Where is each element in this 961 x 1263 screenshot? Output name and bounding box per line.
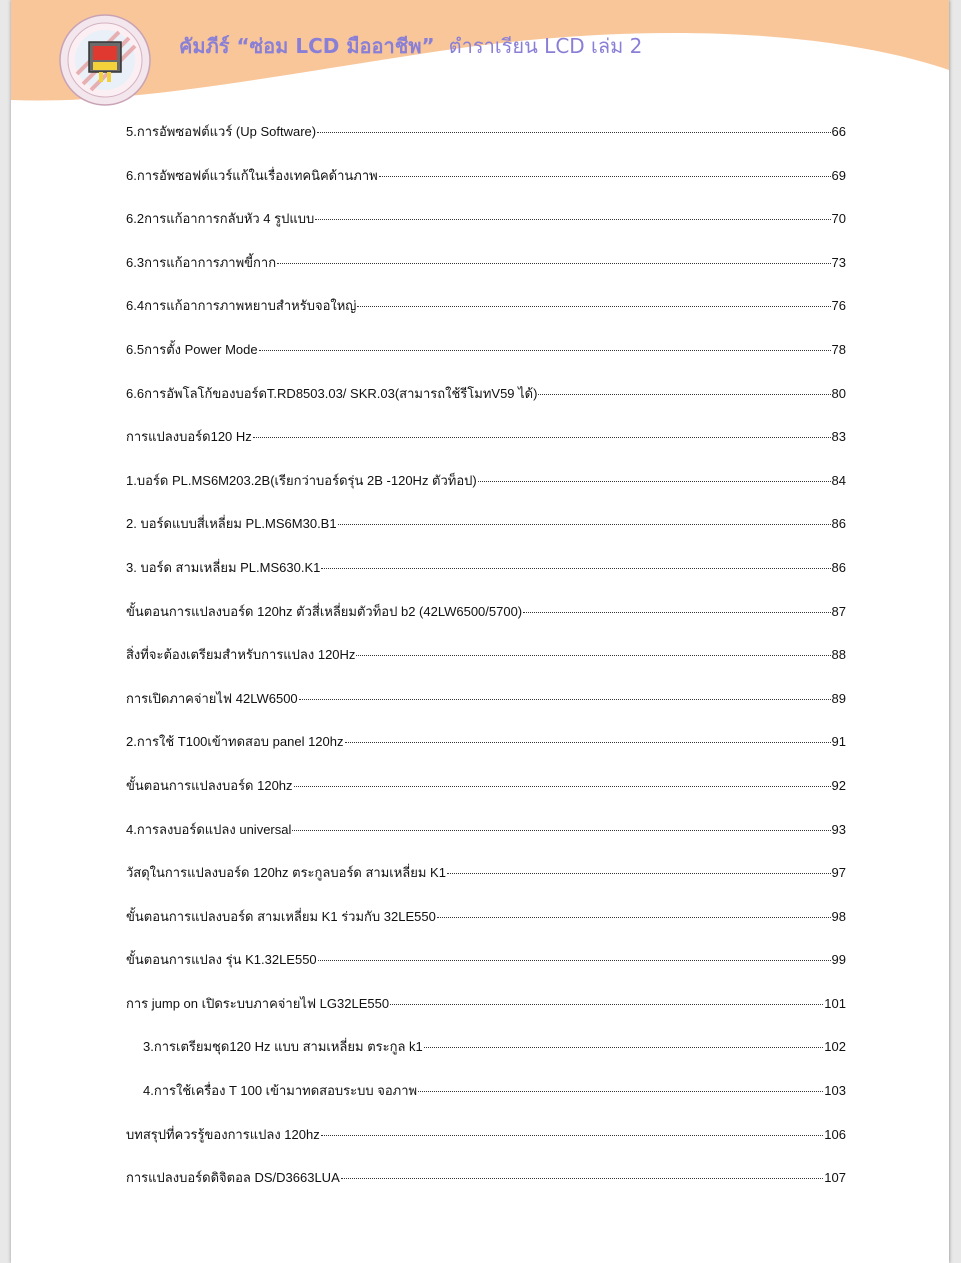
toc-entry[interactable]: [126, 295, 846, 339]
toc-entry-page-number: 66: [831, 124, 846, 139]
toc-entry[interactable]: [126, 339, 846, 383]
toc-dot-leader: [345, 742, 831, 743]
toc-entry[interactable]: [126, 557, 846, 601]
toc-dot-leader: [292, 830, 830, 831]
toc-dot-leader: [418, 1091, 823, 1092]
toc-entry-page-number: 88: [831, 647, 846, 663]
toc-entry[interactable]: [126, 121, 846, 165]
toc-dot-leader: [253, 437, 831, 438]
toc-entry[interactable]: [126, 862, 846, 906]
toc-entry-page-number: 101: [824, 995, 846, 1011]
toc-entry-page-number: 80: [831, 385, 846, 401]
toc-dot-leader: [437, 917, 831, 918]
toc-dot-leader: [321, 1135, 824, 1136]
toc-entry[interactable]: [126, 949, 846, 993]
toc-entry-title: 3. บอร์ด สามเหลี่ยม PL.MS630.K1: [126, 559, 321, 575]
book-subtitle: ตำราเรียน LCD เล่ม 2: [448, 34, 643, 58]
toc-entry-title: 6.3การแก้อาการภาพขี้กาก: [126, 254, 277, 270]
toc-entry[interactable]: [126, 688, 846, 732]
school-seal-logo-icon: [59, 14, 151, 106]
toc-entry[interactable]: [126, 208, 846, 252]
toc-entry[interactable]: [126, 1080, 846, 1124]
toc-dot-leader: [538, 394, 830, 395]
toc-entry[interactable]: [126, 731, 846, 775]
toc-entry[interactable]: [126, 1036, 846, 1080]
toc-dot-leader: [259, 350, 831, 351]
toc-entry[interactable]: [126, 906, 846, 950]
toc-entry-title: สิ่งที่จะต้องเตรียมสำหรับการแปลง 120Hz: [126, 647, 356, 663]
toc-entry-title: 1.บอร์ด PL.MS6M203.2B(เรียกว่าบอร์ดรุ่น 2B -120Hz ตัวท็อป): [126, 472, 477, 488]
toc-entry[interactable]: [126, 513, 846, 557]
toc-entry-title: 2. บอร์ดแบบสี่เหลี่ยม PL.MS6M30.B1: [126, 516, 337, 532]
toc-dot-leader: [317, 132, 830, 133]
toc-dot-leader: [357, 306, 830, 307]
toc-dot-leader: [478, 481, 831, 482]
toc-entry-page-number: 92: [831, 777, 846, 793]
toc-entry-page-number: 103: [824, 1083, 846, 1099]
toc-entry-page-number: 87: [831, 603, 846, 619]
toc-entry-title: การ jump on เปิดระบบภาคจ่ายไฟ LG32LE550: [126, 995, 390, 1011]
toc-entry-title: 5.การอัพซอฟต์แวร์ (Up Software): [126, 124, 317, 139]
table-of-contents: [126, 121, 846, 1211]
toc-entry-title: 2.การใช้ T100เข้าทดสอบ panel 120hz: [126, 734, 344, 750]
toc-dot-leader: [356, 655, 830, 656]
toc-entry[interactable]: [126, 470, 846, 514]
toc-entry[interactable]: [126, 601, 846, 645]
toc-dot-leader: [390, 1004, 823, 1005]
toc-entry-title: ขั้นตอนการแปลงบอร์ด 120hz ตัวสี่เหลี่ยมตัวท็อป b2 (42LW6500/5700): [126, 603, 523, 619]
toc-entry[interactable]: [126, 1167, 846, 1211]
toc-entry[interactable]: [126, 775, 846, 819]
toc-entry-title: การแปลงบอร์ด120 Hz: [126, 429, 252, 445]
toc-dot-leader: [299, 699, 831, 700]
toc-dot-leader: [447, 873, 831, 874]
toc-entry-page-number: 83: [831, 429, 846, 445]
toc-entry-page-number: 106: [824, 1126, 846, 1142]
toc-entry-title: 6.4การแก้อาการภาพหยาบสำหรับจอใหญ่: [126, 298, 357, 314]
toc-entry-page-number: 107: [824, 1170, 846, 1186]
toc-dot-leader: [318, 960, 831, 961]
toc-dot-leader: [321, 568, 830, 569]
toc-entry[interactable]: [126, 252, 846, 296]
toc-entry-page-number: 102: [824, 1039, 846, 1055]
document-page: [11, 0, 949, 1263]
toc-entry-page-number: 84: [831, 472, 846, 488]
toc-dot-leader: [315, 219, 830, 220]
toc-entry[interactable]: [126, 1124, 846, 1168]
toc-entry-title: 6.2การแก้อาการกลับหัว 4 รูปแบบ: [126, 211, 315, 227]
toc-entry-page-number: 89: [831, 690, 846, 706]
toc-dot-leader: [338, 524, 831, 525]
toc-dot-leader: [341, 1178, 824, 1179]
toc-entry[interactable]: [126, 426, 846, 470]
toc-entry-page-number: 78: [831, 341, 846, 357]
toc-entry-page-number: 97: [831, 865, 846, 881]
toc-entry-title: 6.6การอัพโลโก้ของบอร์ดT.RD8503.03/ SKR.03(สามารถใช้รีโมทV59 ได้): [126, 385, 538, 401]
toc-entry[interactable]: [126, 993, 846, 1037]
toc-entry-title: 4.การลงบอร์ดแปลง universal: [126, 821, 292, 837]
toc-entry-page-number: 91: [831, 734, 846, 750]
toc-dot-leader: [523, 612, 830, 613]
toc-entry-title: 6.5การตั้ง Power Mode: [126, 341, 258, 357]
toc-entry-page-number: 93: [831, 821, 846, 837]
toc-entry-title: บทสรุปที่ควรรู้ของการแปลง 120hz: [126, 1126, 320, 1142]
toc-entry[interactable]: [126, 819, 846, 863]
toc-entry-page-number: 98: [831, 908, 846, 924]
toc-entry[interactable]: [126, 165, 846, 209]
toc-dot-leader: [277, 263, 830, 264]
toc-dot-leader: [424, 1047, 824, 1048]
toc-entry[interactable]: [126, 383, 846, 427]
toc-entry-page-number: 86: [831, 516, 846, 532]
toc-entry-title: 3.การเตรียมชุด120 Hz แบบ สามเหลี่ยม ตระกูล k1: [143, 1039, 423, 1055]
toc-dot-leader: [294, 786, 831, 787]
toc-entry-title: ขั้นตอนการแปลงบอร์ด 120hz: [126, 777, 293, 793]
toc-entry-title: ขั้นตอนการแปลง รุ่น K1.32LE550: [126, 952, 317, 968]
toc-entry[interactable]: [126, 644, 846, 688]
toc-dot-leader: [379, 176, 831, 177]
book-title: [179, 30, 642, 62]
toc-entry-page-number: 99: [831, 952, 846, 968]
toc-entry-title: การแปลงบอร์ดดิจิตอล DS/D3663LUA: [126, 1170, 340, 1186]
toc-entry-title: ขั้นตอนการแปลงบอร์ด สามเหลี่ยม K1 ร่วมกับ 32LE550: [126, 908, 436, 924]
toc-entry-title: 4.การใช้เครื่อง T 100 เข้ามาทดสอบระบบ จอภาพ: [143, 1083, 418, 1099]
toc-entry-page-number: 73: [831, 254, 846, 270]
toc-entry-title: วัสดุในการแปลงบอร์ด 120hz ตระกูลบอร์ด สามเหลี่ยม K1: [126, 865, 446, 881]
toc-entry-page-number: 86: [831, 559, 846, 575]
toc-entry-title: 6.การอัพซอฟต์แวร์แก้ในเรื่องเทคนิคด้านภาพ: [126, 167, 378, 183]
toc-entry-title: การเปิดภาคจ่ายไฟ 42LW6500: [126, 690, 298, 706]
toc-entry-page-number: 69: [831, 167, 846, 183]
book-title-main: คัมภีร์ “ซ่อม LCD มืออาชีพ”: [179, 34, 435, 58]
toc-entry-page-number: 70: [831, 211, 846, 227]
toc-entry-page-number: 76: [831, 298, 846, 314]
